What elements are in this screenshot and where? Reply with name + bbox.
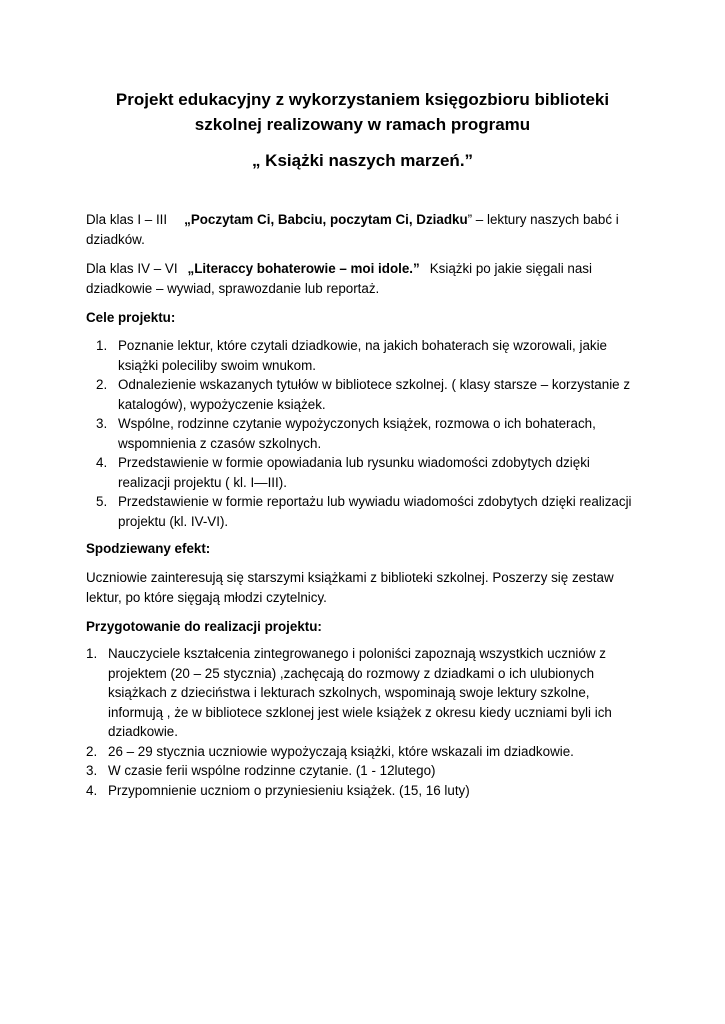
klasy-1-3-prefix: Dla klas I – III [86, 212, 168, 227]
klasy-4-6-suffix: Książki po jakie sięgali nasi dziadkowie – wywiad, sprawozdanie lub reportaż. [86, 261, 592, 296]
list-item-text: Odnalezienie wskazanych tytułów w bibliotece szkolnej. ( klasy starsze – korzystanie z katalogów), wypożyczenie książek. [118, 377, 631, 412]
list-item-text: Przedstawienie w formie reportażu lub wywiadu wiadomości zdobytych dzięki realizacji projektu (kl. IV-VI). [118, 494, 632, 529]
list-item: 3. Wspólne, rodzinne czytanie wypożyczonych książek, rozmowa o ich bohaterach, wspomnienia z czasów szkolnych. [96, 416, 596, 451]
list-item: 4. Przedstawienie w formie opowiadania lub rysunku wiadomości zdobytych dzięki realizacji projektu ( kl. I—III). [96, 455, 590, 490]
list-item: 1. Nauczyciele kształcenia zintegrowanego i poloniści zapoznają wszystkich uczniów z projektem (20 – 25 stycznia) ,zachęcają do rozmowy z dziadkami o ich ulubionych książkach z dzieciństwa i lekturach szkolnych, wspominają swoje lektury szkolne, informują , że w bibliotece szklonej jest wiele książek z okresu kiedy uczniami byli ich dziadkowie. [86, 646, 612, 739]
przygotowanie-list [86, 644, 626, 800]
cele-list [96, 336, 641, 531]
klasy-4-6-paragraph [86, 259, 646, 298]
klasy-4-6-prefix: Dla klas IV – VI [86, 261, 178, 276]
klasy-1-3-topic: „Poczytam Ci, Babciu, poczytam Ci, Dziadku [184, 212, 468, 227]
cele-heading: Cele projektu: [86, 310, 176, 325]
title-line-2: szkolnej realizowany w ramach programu [194, 115, 531, 134]
klasy-4-6-topic: „Literaccy bohaterowie – moi idole.” [187, 261, 420, 276]
title-line-3: „ Książki naszych marzeń.” [251, 151, 474, 170]
list-item: 2. Odnalezienie wskazanych tytułów w bibliotece szkolnej. ( klasy starsze – korzystanie z katalogów), wypożyczenie książek. [96, 377, 631, 412]
klasy-1-3-paragraph [86, 210, 646, 249]
przygotowanie-heading: Przygotowanie do realizacji projektu: [86, 619, 322, 634]
list-item: 3. W czasie ferii wspólne rodzinne czytanie. (1 - 12lutego) [86, 763, 436, 778]
list-item-text: Przedstawienie w formie opowiadania lub rysunku wiadomości zdobytych dzięki realizacji projektu ( kl. I—III). [118, 455, 590, 490]
list-item: 5. Przedstawienie w formie reportażu lub wywiadu wiadomości zdobytych dzięki realizacji projektu (kl. IV-VI). [96, 494, 632, 529]
list-item-text: Przypomnienie uczniom o przyniesieniu książek. (15, 16 luty) [108, 782, 470, 798]
list-item-text: 26 – 29 stycznia uczniowie wypożyczają książki, które wskazali im dziadkowie. [108, 743, 574, 759]
list-item: 2. 26 – 29 stycznia uczniowie wypożyczają książki, które wskazali im dziadkowie. [86, 743, 574, 759]
title-line-1: Projekt edukacyjny z wykorzystaniem księgozbioru biblioteki [115, 90, 610, 109]
list-item-text: W czasie ferii wspólne rodzinne czytanie. (1 - 12lutego) [108, 763, 436, 778]
klasy-1-3-suffix: ” – lektury naszych babć i dziadków. [86, 212, 619, 247]
efekt-heading: Spodziewany efekt: [86, 541, 211, 556]
list-item: 4. Przypomnienie uczniom o przyniesieniu książek. (15, 16 luty) [86, 782, 470, 798]
list-item-text: Wspólne, rodzinne czytanie wypożyczonych książek, rozmowa o ich bohaterach, wspomnienia z czasów szkolnych. [118, 416, 596, 451]
efekt-paragraph: Uczniowie zainteresują się starszymi książkami z biblioteki szkolnej. Poszerzy się zestaw lektur, po które sięgają młodzi czytelnicy. [86, 570, 614, 605]
list-item-text: Nauczyciele kształcenia zintegrowanego i poloniści zapoznają wszystkich uczniów z projektem (20 – 25 stycznia) ,zachęcają do rozmowy z dziadkami o ich ulubionych książkach z dzieciństwa i lekturach szkolnych, wspominają swoje lektury szkolne, informują , że w bibliotece szklonej jest wiele książek z okresu kiedy uczniami byli ich dziadkowie. [108, 646, 612, 739]
list-item: 1. Poznanie lektur, które czytali dziadkowie, na jakich bohaterach się wzorowali, jakie książki poleciliby swoim wnukom. [96, 338, 608, 373]
list-item-text: Poznanie lektur, które czytali dziadkowie, na jakich bohaterach się wzorowali, jakie książki poleciliby swoim wnukom. [118, 338, 608, 373]
